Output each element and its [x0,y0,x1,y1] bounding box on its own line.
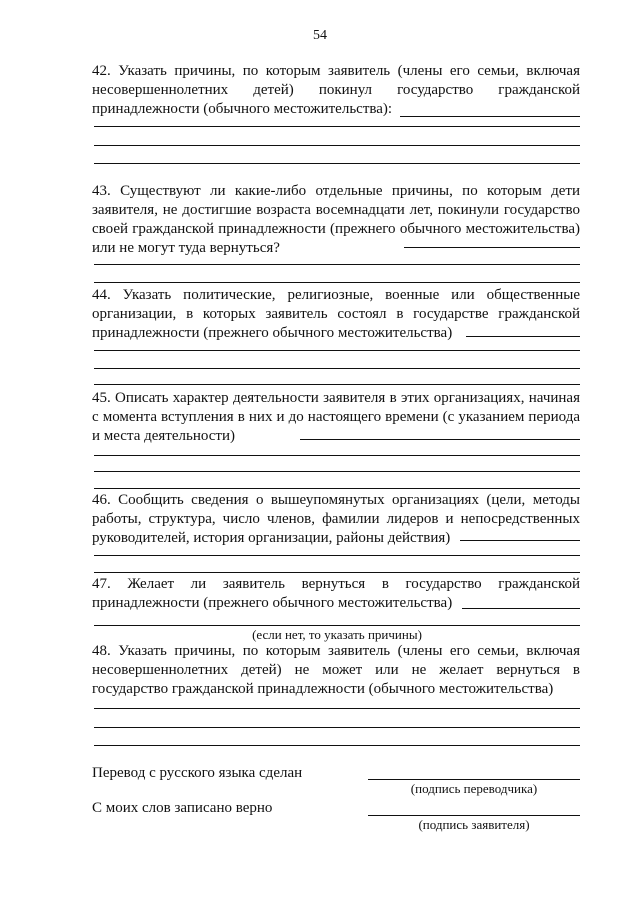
answer-line[interactable] [94,488,580,489]
answer-line[interactable] [94,282,580,283]
answer-line[interactable] [466,336,580,337]
question-46: 46. Сообщить сведения о вышеупомянутых организациях (цели, методы работы, структура, число членов, фамилии лидеров и непосредственных руководителей, история организации, районы действия) [92,492,580,546]
answer-line[interactable] [94,145,580,146]
answer-line[interactable] [404,247,580,248]
answer-line[interactable] [460,540,580,541]
question-42: 42. Указать причины, по которым заявитель (члены его семьи, включая несовершеннолетних детей) покинул государство гражданской принадлежности (обычного местожительства): [92,63,580,117]
answer-line[interactable] [400,116,580,117]
answer-line[interactable] [94,384,580,385]
answer-line[interactable] [94,350,580,351]
question-44: 44. Указать политические, религиозные, военные или общественные организации, в которых заявитель состоял в государстве гражданской принадлежности (прежнего обычного местожительства) [92,287,580,341]
answer-line[interactable] [300,439,580,440]
answer-line[interactable] [94,625,580,626]
question-48: 48. Указать причины, по которым заявитель (члены его семьи, включая несовершеннолетних детей) не может или не желает вернуться в государство гражданской принадлежности (обычного местожительства) [92,643,580,697]
answer-line[interactable] [94,745,580,746]
answer-line[interactable] [94,471,580,472]
translator-signature-line[interactable] [368,779,580,780]
answer-line[interactable] [462,608,580,609]
answer-line[interactable] [94,572,580,573]
answer-line[interactable] [94,455,580,456]
translator-signature-caption: (подпись переводчика) [410,781,538,796]
answer-line[interactable] [94,368,580,369]
applicant-label: С моих слов записано верно [92,800,273,816]
question-43: 43. Существуют ли какие-либо отдельные причины, по которым дети заявителя, не достигшие возраста восемнадцати лет, покинули государство своей гражданской принадлежности (прежнего обычного местожительства) или не могут туда вернуться? [92,183,580,256]
translator-label: Перевод с русского языка сделан [92,765,303,781]
answer-line[interactable] [94,264,580,265]
answer-note: (если нет, то указать причины) [252,627,422,642]
question-45: 45. Описать характер деятельности заявителя в этих организациях, начиная с момента вступления в них и до настоящего времени (с указанием периода и места деятельности) [92,390,580,444]
question-47: 47. Желает ли заявитель вернуться в государство гражданской принадлежности (прежнего обычного местожительства) [92,576,580,611]
answer-line[interactable] [94,163,580,164]
applicant-signature-line[interactable] [368,815,580,816]
page-number: 54 [313,28,327,43]
answer-line[interactable] [94,727,580,728]
answer-line[interactable] [94,555,580,556]
answer-line[interactable] [94,126,580,127]
answer-line[interactable] [94,708,580,709]
applicant-signature-caption: (подпись заявителя) [418,817,530,832]
